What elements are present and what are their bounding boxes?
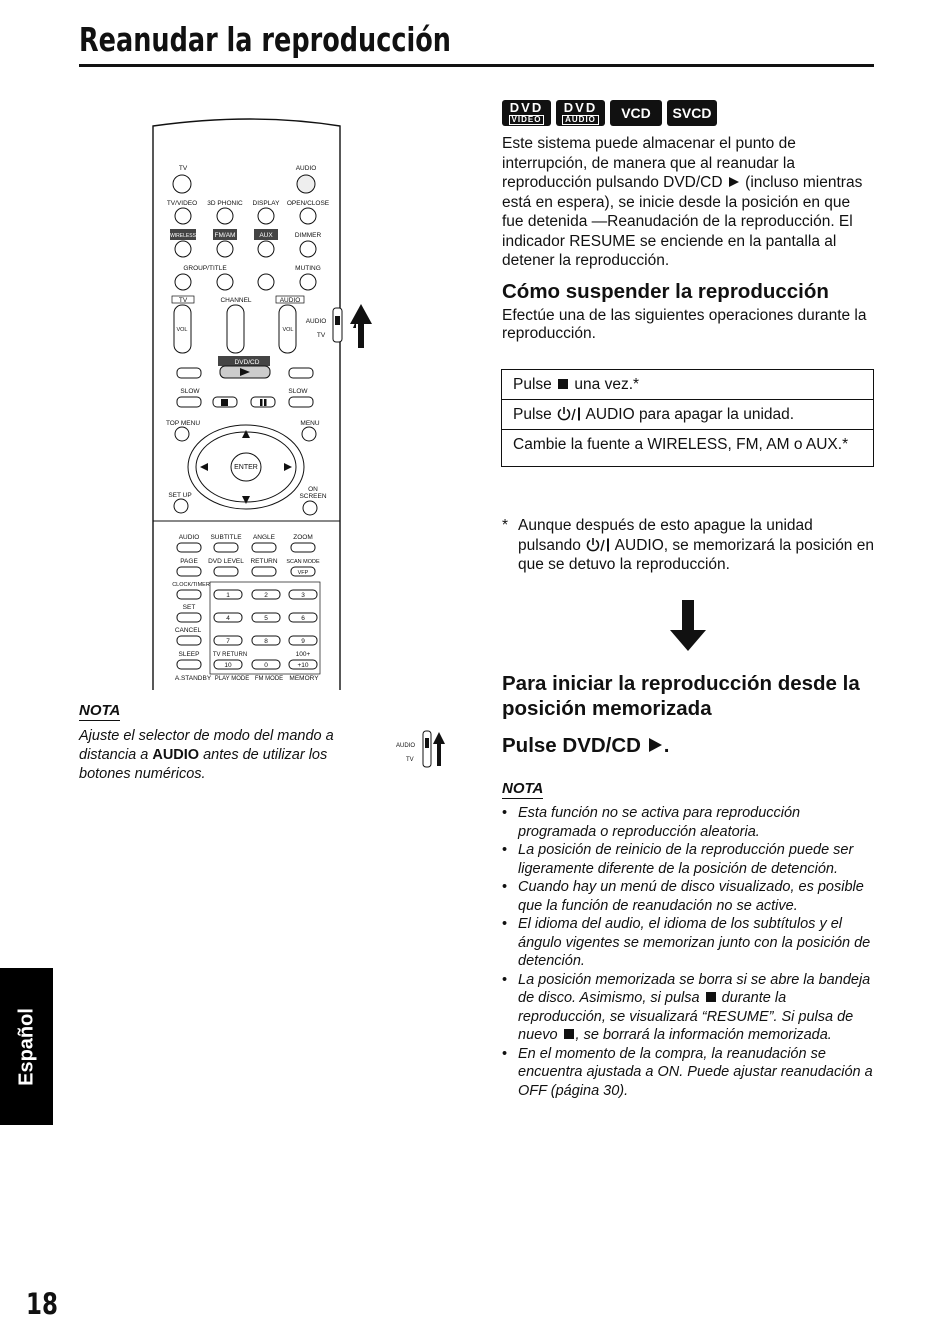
down-arrow-icon <box>669 600 707 652</box>
left-note-heading: NOTA <box>79 702 121 719</box>
language-side-tab: Español <box>0 968 53 1125</box>
suspend-heading: Cómo suspender la reproducción <box>502 280 829 303</box>
svg-text:ENTER: ENTER <box>234 464 258 471</box>
stop-icon <box>706 992 716 1002</box>
play-icon <box>649 738 662 752</box>
svg-text:SET: SET <box>182 604 196 611</box>
svg-text:SUBTITLE: SUBTITLE <box>210 534 242 541</box>
left-note-text: Ajuste el selector de modo del mando a distancia a AUDIO antes de utilizar los botones numéricos. <box>79 728 334 782</box>
svg-text:1: 1 <box>226 592 230 599</box>
svg-text:SCAN MODE: SCAN MODE <box>286 559 320 565</box>
svg-text:FM/AM: FM/AM <box>214 232 236 239</box>
table-row: Cambie la fuente a WIRELESS, FM, AM o AUX.* <box>502 430 874 467</box>
svg-text:PLAY MODE: PLAY MODE <box>214 676 250 682</box>
play-icon <box>729 177 739 187</box>
footnote: * Aunque después de esto apague la unidad pulsando AUDIO, se memorizará la posición en que se detuvo la reproducción. <box>502 517 874 573</box>
list-item: • La posición de reinicio de la reproducción puede ser ligeramente diferente de la posición de detención. <box>502 842 854 877</box>
svg-text:TV/VIDEO: TV/VIDEO <box>166 200 198 207</box>
resume-instruction: Pulse DVD/CD . <box>502 734 670 757</box>
svg-text:GROUP/TITLE: GROUP/TITLE <box>183 265 227 272</box>
svg-text:SLEEP: SLEEP <box>178 651 200 658</box>
svg-text:3D PHONIC: 3D PHONIC <box>207 200 243 207</box>
svg-text:SCREEN: SCREEN <box>299 493 327 500</box>
svg-text:6: 6 <box>301 615 305 622</box>
svg-text:+10: +10 <box>297 662 309 669</box>
svg-text:10: 10 <box>224 662 232 669</box>
disc-type-badges <box>502 100 717 126</box>
badge-dvd-video: DVD VIDEO <box>502 100 551 126</box>
svg-text:100+: 100+ <box>295 651 311 658</box>
svg-text:3: 3 <box>301 592 305 599</box>
svg-text:7: 7 <box>226 638 230 645</box>
svg-text:MENU: MENU <box>300 420 320 427</box>
page-number: 18 <box>26 1287 58 1321</box>
svg-text:TV: TV <box>316 332 326 339</box>
svg-text:FM MODE: FM MODE <box>254 676 284 682</box>
svg-text:PAGE: PAGE <box>180 558 198 565</box>
svg-text:2: 2 <box>264 592 268 599</box>
svg-text:TOP MENU: TOP MENU <box>165 420 201 427</box>
badge-svcd: SVCD <box>667 100 717 126</box>
badge-dvd-audio: DVD AUDIO <box>556 100 605 126</box>
left-note <box>79 702 379 784</box>
power-audio-label: AUDIO <box>295 165 317 172</box>
title-rule <box>79 64 874 67</box>
svg-text:AUDIO: AUDIO <box>279 297 301 304</box>
intro-paragraph: Este sistema puede almacenar el punto de interrupción, de manera que al reanudar la reproducción pulsando DVD/CD (incluso mientras está en espera), se inicie desde la posición en que fue detenida —Reanudación de la reproducción. El indicador RESUME se enciende en la pantalla al detener la reproducción. <box>502 135 863 269</box>
stop-icon <box>564 1029 574 1039</box>
right-note <box>502 780 874 1100</box>
svg-text:AUDIO: AUDIO <box>396 743 416 749</box>
list-item: • Cuando hay un menú de disco visualizado, es posible que la función de reanudación no se active. <box>502 879 864 914</box>
power-tv-label: TV <box>178 165 188 172</box>
svg-text:DIMMER: DIMMER <box>294 232 322 239</box>
stop-icon <box>558 379 568 389</box>
suspend-text: Efectúe una de las siguientes operaciones durante la reproducción. <box>502 307 867 342</box>
switch-up-arrow-icon <box>346 302 376 350</box>
svg-text:MUTING: MUTING <box>295 265 321 272</box>
power-icon <box>585 537 611 553</box>
svg-text:CHANNEL: CHANNEL <box>220 297 252 304</box>
list-item: • La posición memorizada se borra si se abre la bandeja de disco. Asimismo, si pulsa durante la reproducción, se visualizará “RESUME”. Si pulsa de nuevo , se borrará la información memorizada. <box>502 971 871 1043</box>
svg-text:RETURN: RETURN <box>250 558 278 565</box>
svg-text:WIRELESS: WIRELESS <box>170 233 196 239</box>
svg-text:CANCEL: CANCEL <box>174 627 202 634</box>
svg-text:A.STANDBY: A.STANDBY <box>174 675 212 682</box>
page-title: Reanudar la reproducción <box>79 20 451 59</box>
svg-text:9: 9 <box>301 638 305 645</box>
svg-text:TV: TV <box>406 757 414 763</box>
svg-text:VOL: VOL <box>176 327 188 333</box>
resume-heading: Para iniciar la reproducción desde la posición memorizada <box>502 672 860 720</box>
list-item: • En el momento de la compra, la reanudación se encuentra ajustada a ON. Puede ajustar reanudación a OFF (página 30). <box>502 1045 873 1099</box>
mode-switch-icon <box>396 728 448 770</box>
suspend-options-table <box>501 369 874 467</box>
svg-text:SET UP: SET UP <box>168 492 192 499</box>
svg-text:ZOOM: ZOOM <box>293 534 313 541</box>
svg-text:AUX: AUX <box>259 232 273 239</box>
table-row: Pulse una vez.* <box>502 370 874 400</box>
svg-text:MEMORY: MEMORY <box>289 675 319 682</box>
svg-text:ON: ON <box>308 486 318 493</box>
svg-text:VFP: VFP <box>297 570 309 576</box>
svg-text:TV: TV <box>178 297 188 304</box>
svg-text:DVD/CD: DVD/CD <box>234 359 260 366</box>
list-item: • Esta función no se activa para reproducción programada o reproducción aleatoria. <box>502 805 801 840</box>
svg-text:ANGLE: ANGLE <box>252 534 276 541</box>
remote-control-illustration <box>150 118 356 690</box>
svg-text:5: 5 <box>264 615 268 622</box>
svg-text:AUDIO: AUDIO <box>178 534 200 541</box>
svg-text:AUDIO: AUDIO <box>305 318 327 325</box>
svg-text:DVD LEVEL: DVD LEVEL <box>208 558 244 565</box>
svg-text:4: 4 <box>226 615 230 622</box>
list-item: • El idioma del audio, el idioma de los subtítulos y el ángulo vigentes se memorizan junto con la posición de detención. <box>502 916 871 969</box>
badge-vcd: VCD <box>610 100 662 126</box>
svg-text:8: 8 <box>264 638 268 645</box>
svg-text:CLOCK/TIMER: CLOCK/TIMER <box>172 582 210 588</box>
svg-text:DISPLAY: DISPLAY <box>252 200 280 207</box>
svg-text:SLOW: SLOW <box>288 388 308 395</box>
power-icon <box>556 406 582 422</box>
svg-text:TV RETURN: TV RETURN <box>212 652 248 658</box>
svg-text:OPEN/CLOSE: OPEN/CLOSE <box>286 200 330 207</box>
right-note-heading: NOTA <box>502 780 544 797</box>
svg-text:0: 0 <box>264 662 268 669</box>
table-row: Pulse AUDIO para apagar la unidad. <box>502 400 874 430</box>
svg-text:SLOW: SLOW <box>180 388 200 395</box>
svg-text:VOL: VOL <box>282 327 294 333</box>
